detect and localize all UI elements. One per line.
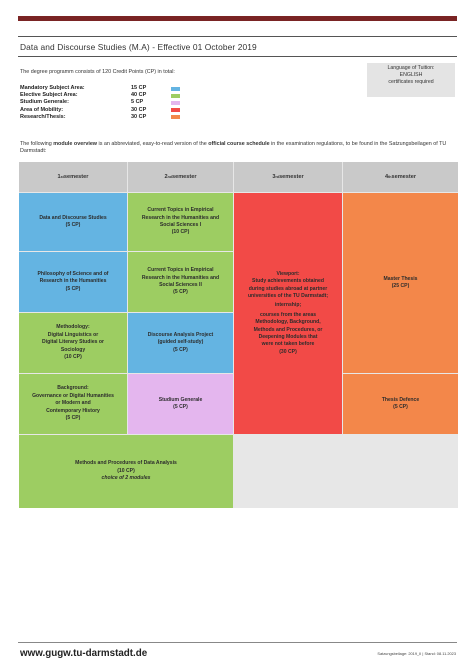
header-number: 1 xyxy=(57,174,61,180)
module-note: choice of 2 modules xyxy=(101,475,151,482)
area-label: Research/Thesis: xyxy=(20,113,66,120)
area-mobility xyxy=(20,107,170,114)
desc-text: is an abbreviated, easy-to-read version of the xyxy=(97,141,209,147)
module-cp: (5 CP) xyxy=(173,346,188,353)
module-text: were not taken before xyxy=(261,341,315,348)
module-name: Research in the Humanities and xyxy=(141,214,220,221)
website-link[interactable]: www.gugw.tu-darmstadt.de xyxy=(20,648,148,659)
header-text: semester xyxy=(63,174,89,180)
module-master-thesis xyxy=(343,193,458,373)
module-studium-generale xyxy=(128,374,233,434)
subject-area-list xyxy=(20,85,170,121)
top-accent-bar xyxy=(18,16,457,21)
header-number: 3 xyxy=(272,174,276,180)
module-text: during studies abroad at partner xyxy=(248,285,328,292)
module-discourse-analysis-project xyxy=(128,313,233,373)
module-mobility-viewport xyxy=(234,193,342,434)
module-cp: (10 CP) xyxy=(171,229,190,236)
footer-note: Satzungsbeilage: 2019_II | Stand: 08.11.2023 xyxy=(377,651,456,656)
module-name: Social Sciences II xyxy=(159,282,202,288)
module-current-topics-2 xyxy=(128,252,233,312)
language-value: ENGLISH xyxy=(399,72,423,78)
module-name: Background: xyxy=(57,385,89,392)
area-cp: 30 CP xyxy=(131,113,147,120)
module-name: Research in the Humanities xyxy=(39,278,107,285)
module-thesis-defence xyxy=(343,374,458,434)
header-ordinal: th xyxy=(388,175,392,179)
semester-header-2 xyxy=(128,162,233,192)
module-name: Sociology xyxy=(60,346,86,353)
module-background xyxy=(19,374,127,434)
module-name: Master Thesis xyxy=(383,275,418,282)
module-name: Philosophy of Science and of xyxy=(37,270,109,277)
module-philosophy-of-science xyxy=(19,252,127,312)
title-rule-top xyxy=(18,36,457,37)
area-label: Elective Subject Area: xyxy=(20,92,78,99)
header-ordinal: rd xyxy=(275,175,280,179)
module-methods-procedures xyxy=(19,435,233,508)
header-number: 4 xyxy=(384,174,389,180)
header-ordinal: nd xyxy=(167,175,172,179)
module-cp: (25 CP) xyxy=(391,283,410,289)
semester-header-4 xyxy=(343,162,458,192)
module-name: Governance or Digital Humanities xyxy=(32,392,114,399)
color-swatch xyxy=(171,108,180,112)
language-label: Language of Tuition: xyxy=(387,65,435,71)
area-cp: 30 CP xyxy=(131,106,147,113)
desc-text: The following xyxy=(20,141,54,147)
area-research-thesis xyxy=(20,114,170,121)
module-text: internship; xyxy=(274,302,302,309)
module-text: universities of the TU Darmstadt; xyxy=(247,292,329,299)
module-name: Methods and Procedures of Data Analysis xyxy=(75,460,177,467)
semester-header-1 xyxy=(19,162,127,192)
area-cp: 15 CP xyxy=(131,85,147,91)
area-cp: 40 CP xyxy=(131,92,147,99)
semester-header-3 xyxy=(234,162,342,192)
module-cp: (5 CP) xyxy=(173,404,188,410)
module-cp: (10 CP) xyxy=(64,354,82,361)
color-swatch xyxy=(171,101,180,105)
module-cp: (5 CP) xyxy=(173,289,188,296)
module-name: Contemporary History xyxy=(46,407,100,414)
module-text: Methods and Procedures, or xyxy=(253,326,323,333)
module-text: Study achievements obtained xyxy=(252,278,324,285)
desc-text: in the examination regulations, to be found in the Satzungsbeilagen of TU Darmstadt: xyxy=(20,141,447,154)
module-name: Research in the Humanities and xyxy=(141,274,220,281)
header-number: 2 xyxy=(164,174,168,180)
language-note: certificates required xyxy=(388,79,434,85)
module-text: courses from the areas xyxy=(259,311,317,318)
module-cp: (5 CP) xyxy=(65,222,81,228)
module-name: Current Topics in Empirical xyxy=(147,207,214,214)
module-name: Current Topics in Empirical xyxy=(147,267,214,274)
module-name: Methodology: xyxy=(56,324,90,331)
header-text: semester xyxy=(171,174,197,180)
header-ordinal: st xyxy=(60,175,64,179)
module-cp: (5 CP) xyxy=(65,415,81,422)
area-elective xyxy=(20,92,170,99)
color-swatch xyxy=(171,94,180,98)
module-text: Methodology, Background, xyxy=(255,319,321,326)
document-title: Data and Discourse Studies (M.A) - Effective 01 October 2019 xyxy=(20,42,257,52)
area-label: Studium Generale: xyxy=(20,99,69,106)
intro-text: The degree programm consists of 120 Credit Points (CP) in total: xyxy=(20,69,175,75)
color-swatch xyxy=(171,87,180,91)
area-label: Mandatory Subject Area: xyxy=(20,85,85,91)
language-of-tuition-box xyxy=(367,63,455,97)
module-cp: (10 CP) xyxy=(117,467,135,474)
module-text: Deepening Modules that xyxy=(258,334,318,341)
area-studium-generale xyxy=(20,99,170,106)
desc-bold: official course schedule xyxy=(208,141,270,147)
area-mandatory xyxy=(20,85,170,92)
module-name: Discourse Analysis Project xyxy=(147,331,214,338)
area-label: Area of Mobility: xyxy=(20,106,64,113)
module-name: Digital Linguistics or xyxy=(47,331,99,338)
module-name: Viewport: xyxy=(276,270,300,277)
module-data-discourse-studies xyxy=(19,193,127,251)
module-cp: (5 CP) xyxy=(393,404,408,410)
module-cp: (30 CP) xyxy=(279,348,297,355)
header-text: semester xyxy=(391,174,417,180)
header-text: semester xyxy=(279,174,304,180)
module-methodology xyxy=(19,313,127,373)
module-name: Studium Generale xyxy=(158,396,203,403)
module-name: Thesis Defence xyxy=(381,396,420,403)
module-name: Digital Literary Studies or xyxy=(42,339,104,346)
module-name: Social Sciences I xyxy=(159,222,202,228)
module-overview-description xyxy=(20,141,460,155)
module-name: (guided self-study) xyxy=(157,339,204,346)
color-swatch xyxy=(171,115,180,119)
module-current-topics-1 xyxy=(128,193,233,251)
footer-rule xyxy=(18,642,457,643)
title-rule-bottom xyxy=(18,56,457,57)
desc-bold: module overview xyxy=(53,141,98,147)
module-cp: (5 CP) xyxy=(65,285,81,292)
area-cp: 5 CP xyxy=(131,99,144,106)
module-name: or Modern and xyxy=(55,400,91,407)
module-name: Data and Discourse Studies xyxy=(39,214,107,221)
